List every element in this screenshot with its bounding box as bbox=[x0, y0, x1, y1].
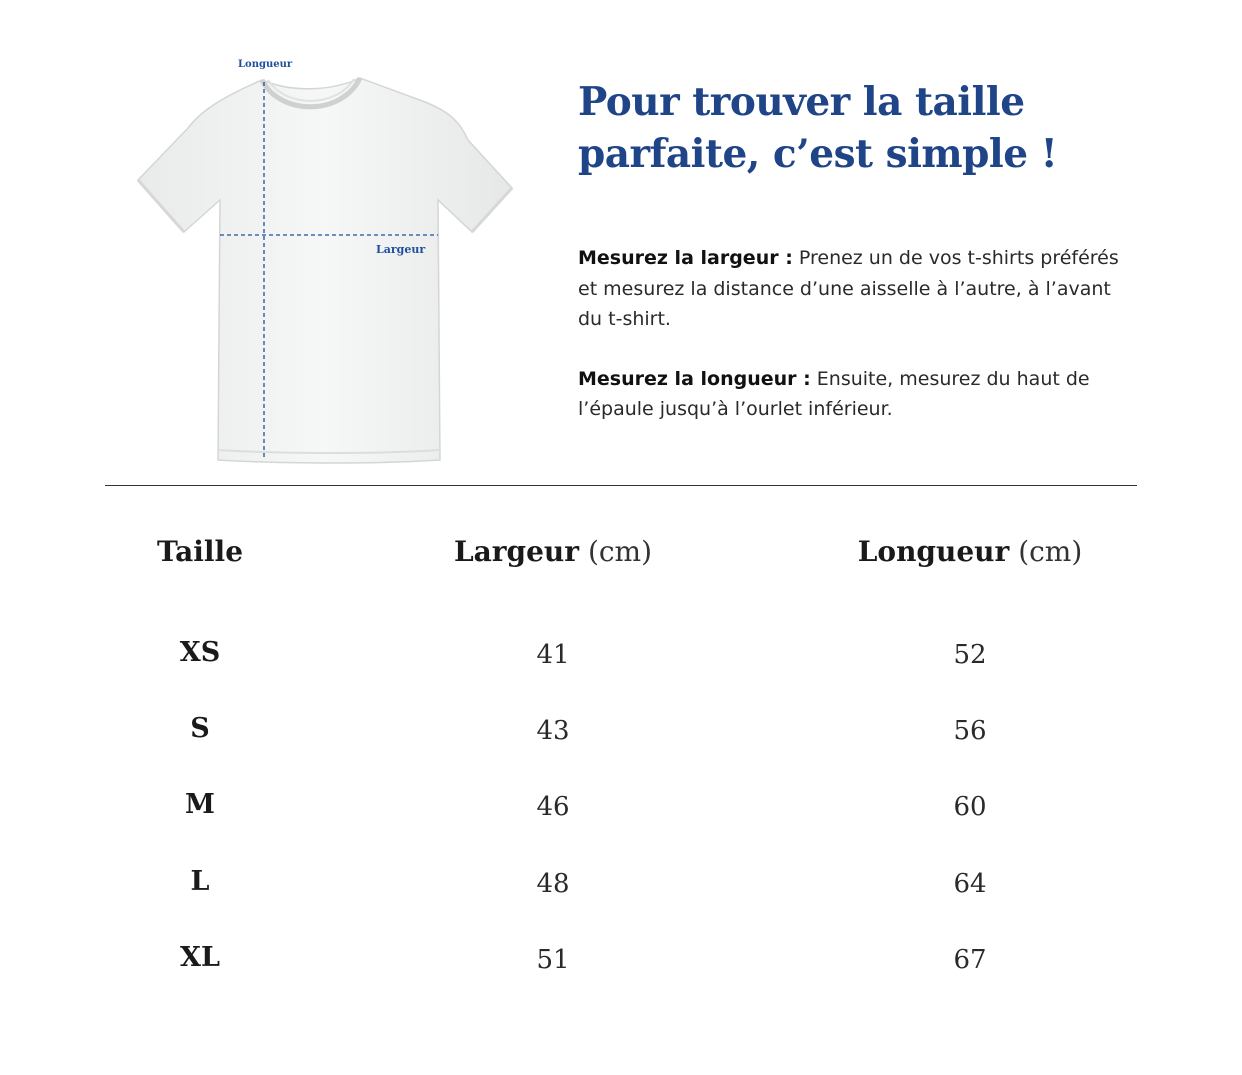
header-size-label: Taille bbox=[156, 535, 244, 568]
length-label: Longueur bbox=[238, 59, 293, 70]
header-width bbox=[454, 535, 652, 568]
header-size bbox=[157, 535, 243, 568]
header-width-label: Largeur bbox=[453, 535, 580, 568]
length-cell: 60 bbox=[953, 792, 987, 822]
length-cell: 67 bbox=[953, 945, 987, 975]
width-instruction-title: Mesurez la largeur : bbox=[578, 247, 793, 269]
width-cell: 48 bbox=[536, 869, 570, 899]
size-cell: XS bbox=[179, 637, 221, 668]
length-cell: 52 bbox=[953, 640, 987, 670]
header-length-label: Longueur bbox=[857, 535, 1010, 568]
length-instruction-title: Mesurez la longueur : bbox=[578, 367, 811, 390]
width-cell: 41 bbox=[536, 640, 570, 670]
size-cell: M bbox=[185, 789, 215, 820]
size-cell: XL bbox=[180, 942, 220, 973]
size-cell: L bbox=[190, 866, 210, 897]
length-instruction-text: Ensuite, mesurez du haut de l’épaule jusqu’à l’ourlet inférieur. bbox=[578, 367, 1090, 420]
length-cell: 56 bbox=[953, 716, 987, 746]
length-cell: 64 bbox=[953, 869, 987, 899]
header-length bbox=[858, 535, 1083, 568]
header-length-unit: (cm) bbox=[1018, 535, 1083, 568]
header-width-unit: (cm) bbox=[587, 535, 653, 568]
page-title-line-2: parfaite, c’est simple ! bbox=[578, 131, 1058, 177]
width-cell: 43 bbox=[536, 716, 570, 746]
size-cell: S bbox=[190, 713, 210, 744]
page-title-line-1: Pour trouver la taille bbox=[578, 79, 1025, 125]
width-cell: 51 bbox=[536, 945, 570, 975]
width-label: Largeur bbox=[376, 243, 426, 256]
width-instruction-text: Prenez un de vos t-shirts préférés et mesurez la distance d’une aisselle à l’autre, à l’avant du t-shirt. bbox=[578, 247, 1119, 330]
width-cell: 46 bbox=[536, 792, 570, 822]
